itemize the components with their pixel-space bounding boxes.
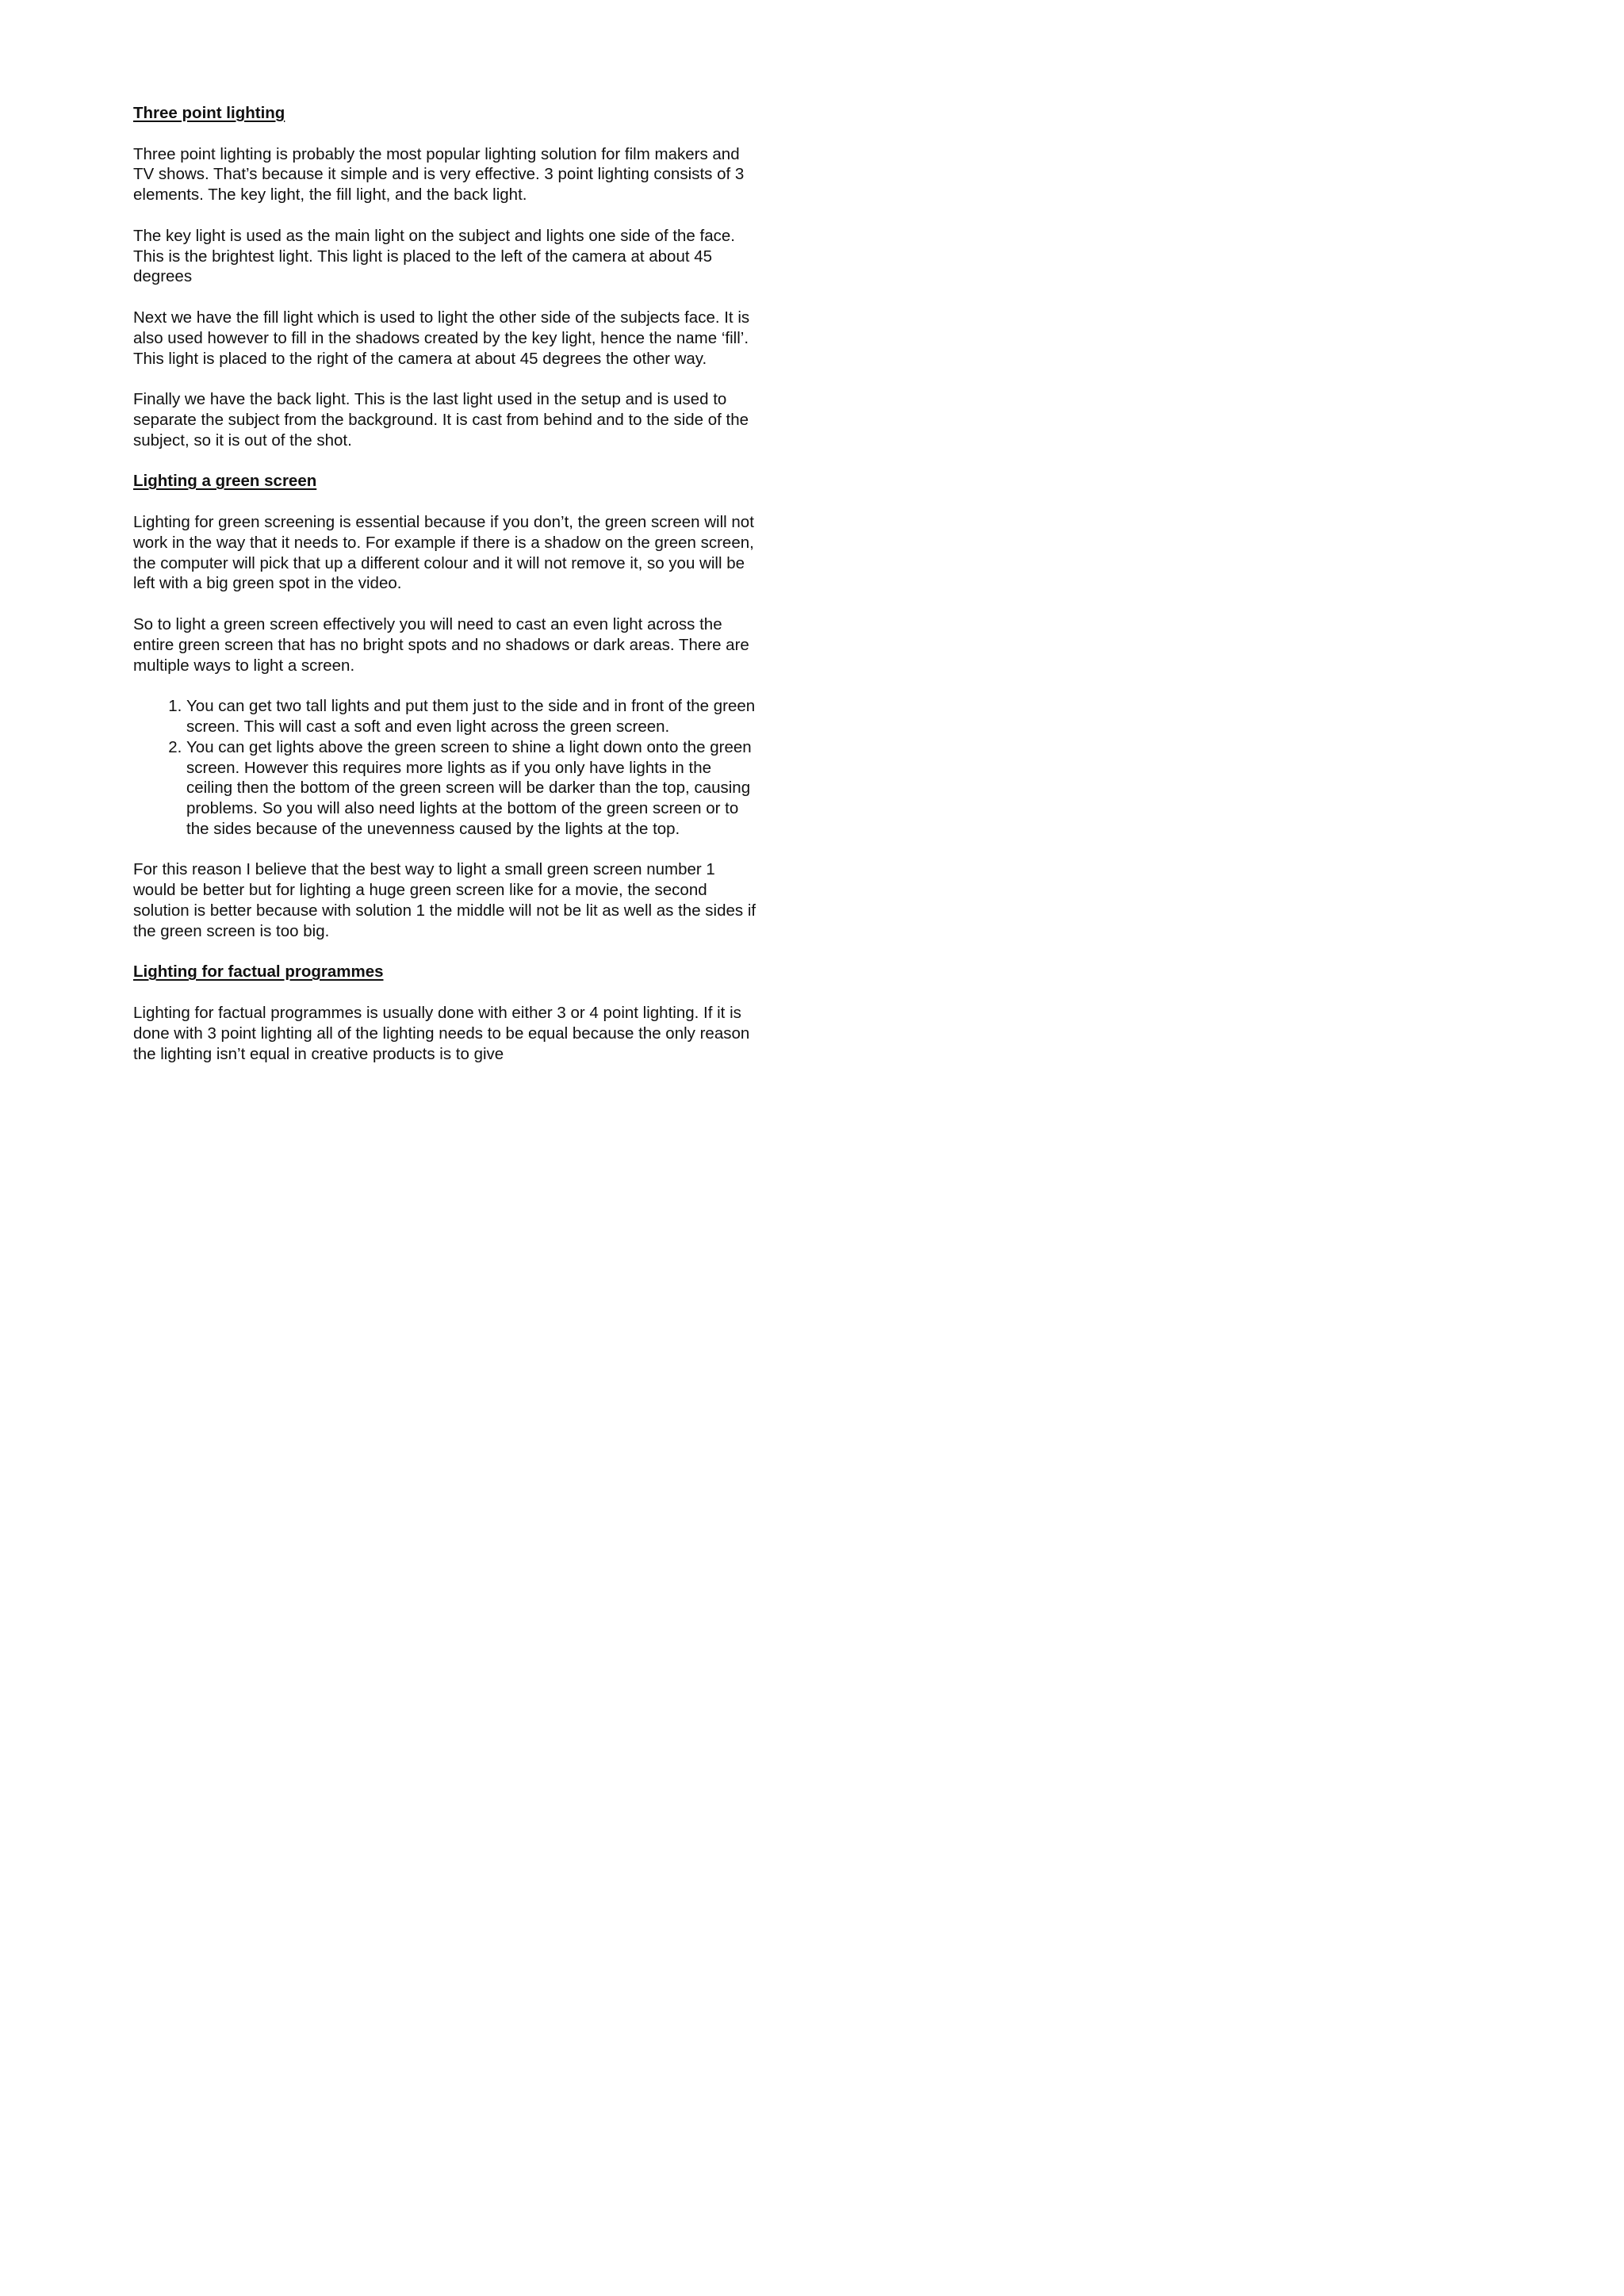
paragraph: Lighting for green screening is essential because if you don’t, the green screen will not work in the way that it needs to. For example if there is a shadow on the green screen, the computer will pick that up a different colour and it will not remove it, so you will be left with a big green spot in the video. [133, 512, 754, 593]
paragraph: Finally we have the back light. This is the last light used in the setup and is used to separate the subject from the background. It is cast from behind and to the side of the subject, so it is out of the shot. [133, 390, 749, 450]
list-item: 2. You can get lights above the green screen to shine a light down onto the green screen. However this requires more lights as if you only have lights in the ceiling then the bottom of the green screen will be darker than the top, causing problems. So you will also need lights at the bottom of the green screen or to the sides because of the unevenness caused by the lights at the top. [186, 737, 760, 840]
paragraph: Next we have the fill light which is used to light the other side of the subjects face. It is also used however to fill in the shadows created by the key light, hence the name ‘fill’. This light is placed to the right of the camera at about 45 degrees the other way. [133, 308, 750, 368]
heading-lighting-green-screen: Lighting a green screen [133, 472, 317, 491]
paragraph: For this reason I believe that the best way to light a small green screen number 1 would be better but for lighting a huge green screen like for a movie, the second solution is better because with solution 1 the middle will not be lit as well as the sides if the green screen is too big. [133, 860, 756, 940]
document-page [133, 103, 760, 1085]
numbered-list [133, 696, 760, 840]
heading-three-point-lighting: Three point lighting [133, 104, 285, 122]
paragraph: Lighting for factual programmes is usually done with either 3 or 4 point lighting. If it is done with 3 point lighting all of the lighting needs to be equal because the only reason the lighting isn’t equal in creative products is to give [133, 1004, 750, 1063]
list-item: 1. You can get two tall lights and put them just to the side and in front of the green screen. This will cast a soft and even light across the green screen. [186, 696, 760, 737]
paragraph: So to light a green screen effectively you will need to cast an even light across the entire green screen that has no bright spots and no shadows or dark areas. There are multiple ways to light a screen. [133, 614, 749, 675]
heading-lighting-factual-programmes: Lighting for factual programmes [133, 962, 384, 982]
paragraph: Three point lighting is probably the most popular lighting solution for film makers and TV shows. That’s because it simple and is very effective. 3 point lighting consists of 3 elements. The key light, the fill light, and the back light. [133, 144, 745, 205]
paragraph: The key light is used as the main light on the subject and lights one side of the face. This is the brightest light. This light is placed to the left of the camera at about 45 degrees [133, 226, 735, 286]
